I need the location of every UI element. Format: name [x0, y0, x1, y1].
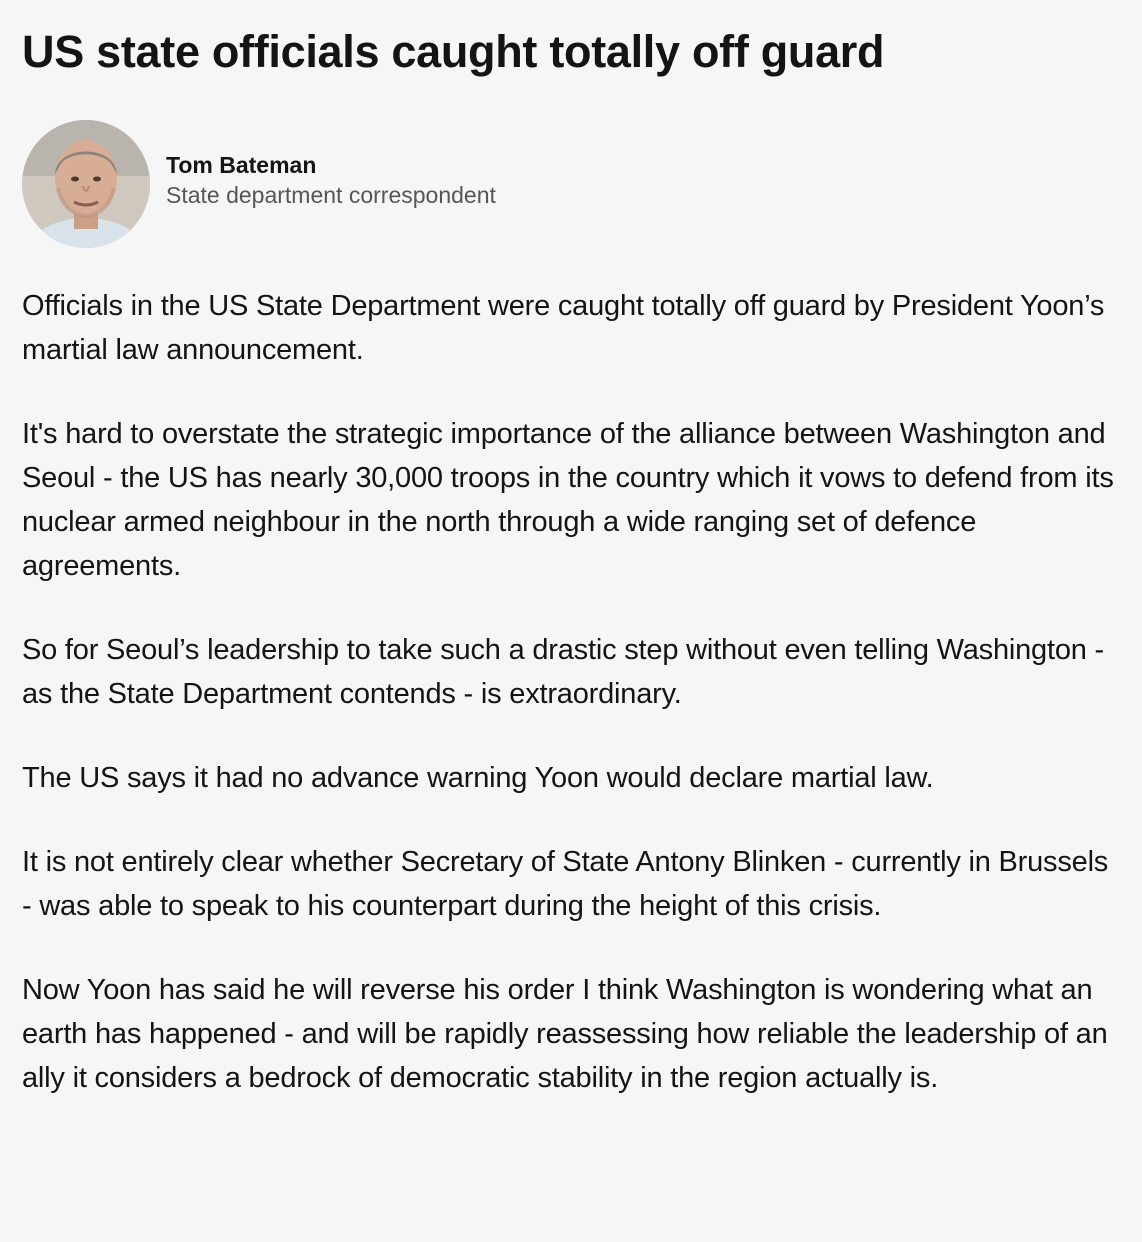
author-role: State department correspondent	[166, 182, 496, 208]
paragraph-1: Officials in the US State Department were caught totally off guard by President Yoon’s martial law announcement.	[22, 290, 1105, 366]
paragraph-2: It's hard to overstate the strategic importance of the alliance between Washington and Seoul - the US has nearly 30,000 troops in the country which it vows to defend from its nuclear armed neighbour in the north through a wide ranging set of defence agreements.	[22, 418, 1114, 582]
author-avatar	[22, 120, 150, 248]
paragraph-3: So for Seoul’s leadership to take such a drastic step without even telling Washington - as the State Department contends - is extraordinary.	[22, 634, 1104, 710]
byline-text	[166, 150, 496, 210]
headline: US state officials caught totally off guard	[22, 26, 885, 77]
paragraph-6: Now Yoon has said he will reverse his order I think Washington is wondering what an earth has happened - and will be rapidly reassessing how reliable the leadership of an ally it considers a bedrock of democratic stability in the region actually is.	[22, 974, 1108, 1094]
paragraph-4: The US says it had no advance warning Yoon would declare martial law.	[22, 762, 934, 794]
paragraph-5: It is not entirely clear whether Secretary of State Antony Blinken - currently in Brussels - was able to speak to his counterpart during the height of this crisis.	[22, 846, 1109, 922]
byline	[22, 120, 496, 248]
article-body	[22, 284, 1122, 1140]
author-name: Tom Bateman	[166, 152, 317, 178]
author-portrait-icon	[22, 120, 150, 248]
